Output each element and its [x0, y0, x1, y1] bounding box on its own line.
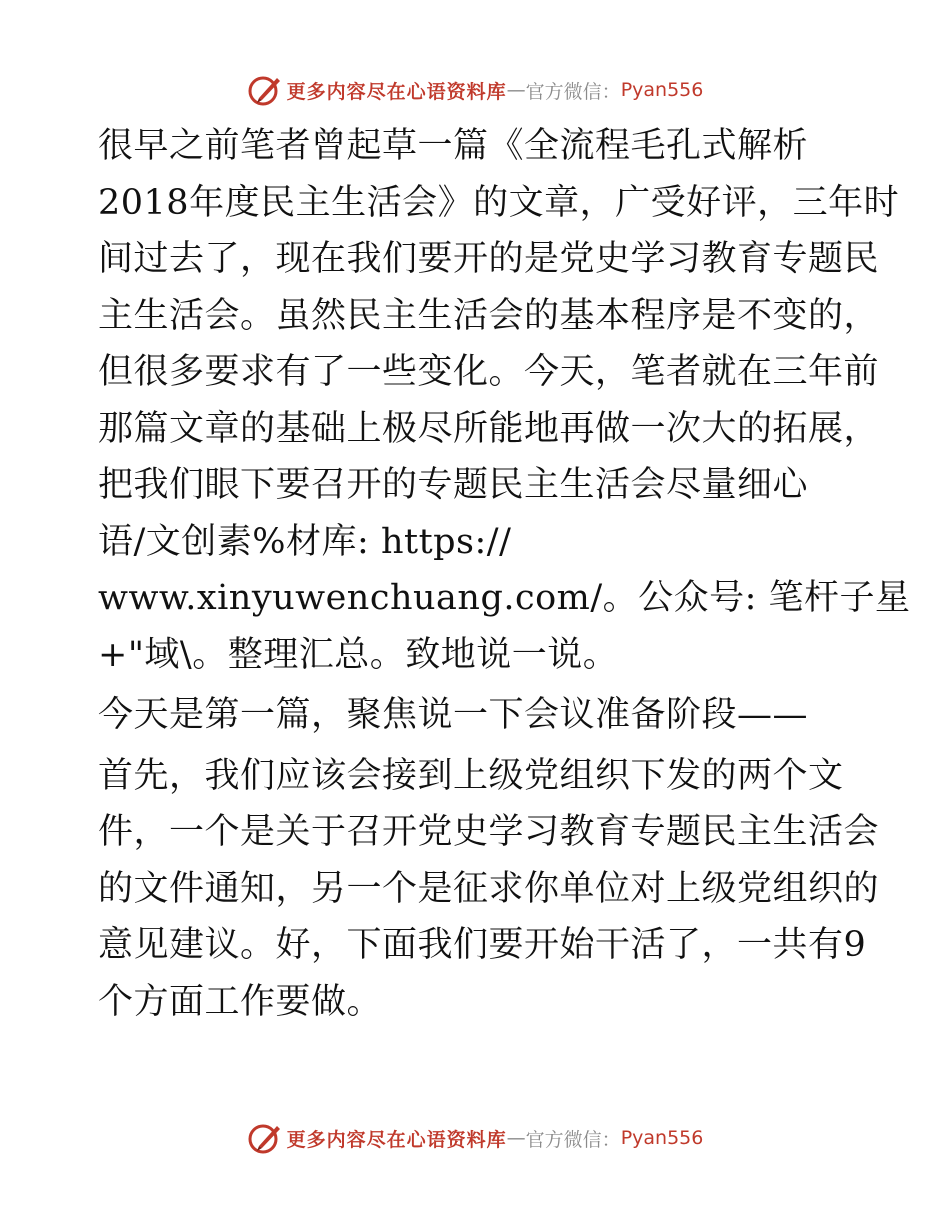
banner-slogan: 更多内容尽在心语资料库: [286, 1128, 507, 1151]
text-line: 那篇文章的基础上极尽所能地再做一次大的拓展，: [98, 408, 880, 449]
text-line: 个方面工作要做。: [98, 981, 383, 1022]
paragraph-intro: [98, 118, 911, 683]
text-line: +"域\。整理汇总。致地说一说。: [98, 634, 619, 675]
text-line: 件，一个是关于召开党史学习教育专题民主生活会: [98, 812, 880, 852]
text-line: 主生活会。虽然民主生活会的基本程序是不变的，: [98, 295, 880, 336]
paragraph-first-step: [98, 748, 880, 1031]
document-body: [98, 118, 911, 1030]
footer-watermark-banner: [0, 1118, 950, 1158]
banner-slogan: 更多内容尽在心语资料库: [286, 80, 507, 103]
text-line: www.xinyuwenchuang.com/。公众号: 笔杆子星: [98, 578, 911, 618]
text-line: 间过去了，现在我们要开的是党史学习教育专题民: [98, 239, 880, 279]
text-line: 2018年度民主生活会》的文章，广受好评，三年时: [98, 182, 900, 223]
banner-label: 官方微信：: [525, 1128, 621, 1151]
banner-dash: —: [506, 79, 526, 101]
paragraph-focus: [98, 687, 868, 744]
text-line: 很早之前笔者曾起草一篇《全流程毛孔式解析: [98, 126, 809, 166]
header-watermark-banner: [0, 70, 950, 110]
text-line: 语/文创素%材库: https://: [98, 521, 512, 562]
banner-label: 官方微信：: [525, 80, 621, 103]
text-line: 意见建议。好，下面我们要开始干活了，一共有9: [98, 925, 867, 965]
text-line: 今天是第一篇，聚焦说一下会议准备阶段——: [98, 695, 809, 735]
text-line: 但很多要求有了一些变化。今天，笔者就在三年前: [98, 352, 880, 392]
banner-wechat-id: Pyan556: [620, 79, 704, 101]
banner-wechat-id: Pyan556: [620, 1127, 704, 1149]
quill-pen-circle-icon: [247, 1120, 283, 1156]
banner-dash: —: [506, 1127, 526, 1149]
text-line: 的文件通知，另一个是征求你单位对上级党组织的: [98, 868, 880, 909]
quill-pen-circle-icon: [247, 72, 283, 108]
text-line: 首先，我们应该会接到上级党组织下发的两个文: [98, 755, 844, 796]
text-line: 把我们眼下要召开的专题民主生活会尽量细心: [98, 465, 809, 505]
